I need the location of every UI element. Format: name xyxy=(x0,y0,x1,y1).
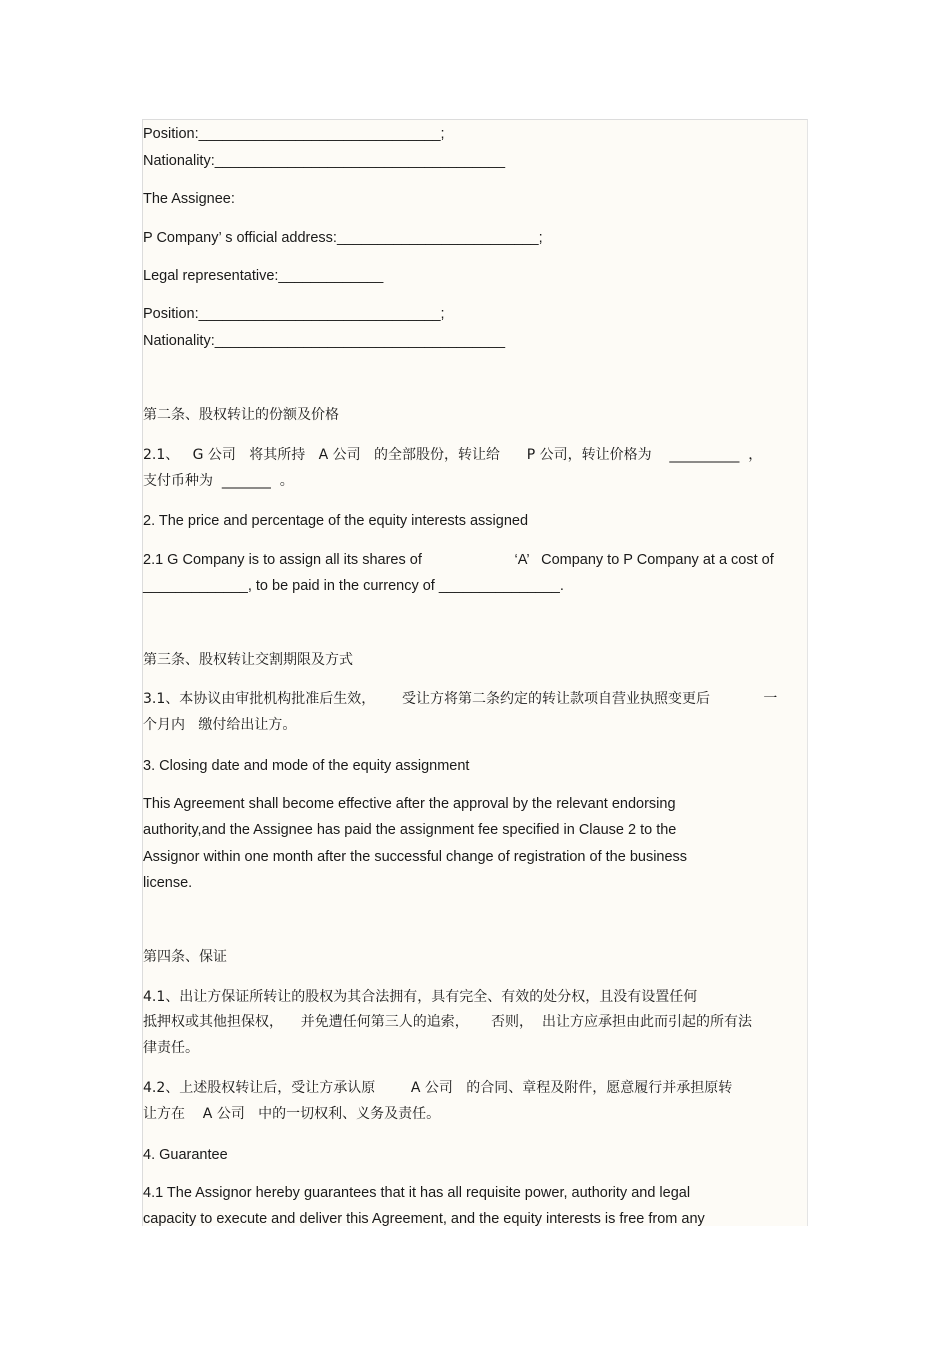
clause-4-1-cn-line: 4.1、出让方保证所转让的股权为其合法拥有，具有完全、有效的处分权，且没有设置任何 xyxy=(143,989,698,1005)
article-3-en-line: This Agreement shall become effective after the approval by the relevant endorsing xyxy=(143,796,676,812)
clause-2-1-en-line: _____________, to be paid in the currency of _______________. xyxy=(143,578,564,594)
article-3-title-cn: 第三条、股权转让交割期限及方式 xyxy=(143,652,353,668)
document-page xyxy=(142,119,808,1226)
clause-4-2-cn-line: 4.2、上述股权转让后，受让方承认原 A 公司 的合同、章程及附件，愿意履行并承担原转 xyxy=(143,1080,733,1096)
company-address-line: P Company’ s official address:_________________________; xyxy=(143,230,543,246)
article-3-en-line: license. xyxy=(143,875,193,891)
clause-3-1-cn-line: 个月内 缴付给出让方。 xyxy=(143,717,297,733)
article-2-title-en: 2. The price and percentage of the equity interests assigned xyxy=(143,513,529,529)
legal-representative-line: Legal representative:_____________ xyxy=(143,268,384,284)
article-3-en-line: authority,and the Assignee has paid the assignment fee specified in Clause 2 to the xyxy=(143,822,677,838)
position-line: Position:______________________________; xyxy=(143,126,445,142)
article-4-title-en: 4. Guarantee xyxy=(143,1147,228,1163)
clause-4-1-en-line: 4.1 The Assignor hereby guarantees that it has all requisite power, authority and legal xyxy=(143,1185,691,1201)
clause-2-1-cn-line: 支付币种为 _______ 。 xyxy=(143,473,294,489)
clause-4-2-cn-line: 让方在 A 公司 中的一切权利、义务及责任。 xyxy=(143,1106,441,1122)
article-2-title-cn: 第二条、股权转让的份额及价格 xyxy=(143,407,339,423)
article-4-title-cn: 第四条、保证 xyxy=(143,949,227,965)
clause-3-1-cn-line: 3.1、本协议由审批机构批准后生效， 受让方将第二条约定的转让款项自营业执照变更后 一 xyxy=(143,691,778,707)
nationality-line: Nationality:____________________________________ xyxy=(143,153,506,169)
article-3-title-en: 3. Closing date and mode of the equity assignment xyxy=(143,758,470,774)
clause-2-1-en-line: 2.1 G Company is to assign all its shares of ‘A’ Company to P Company at a cost of xyxy=(143,552,774,568)
article-3-en-line: Assignor within one month after the successful change of registration of the business xyxy=(143,849,688,865)
clause-4-1-cn-line: 律责任。 xyxy=(143,1040,199,1056)
clause-2-1-cn-line: 2.1、 G 公司 将其所持 A 公司 的全部股份，转让给 P 公司，转让价格为 __________ ， xyxy=(143,447,763,463)
clause-4-1-cn-line: 抵押权或其他担保权， 并免遭任何第三人的追索， 否则， 出让方应承担由此而引起的所有法 xyxy=(143,1014,752,1030)
position-line: Position:______________________________; xyxy=(143,306,445,322)
assignee-heading: The Assignee: xyxy=(143,191,235,207)
nationality-line: Nationality:____________________________________ xyxy=(143,333,506,349)
clause-4-1-en-line: capacity to execute and deliver this Agreement, and the equity interests is free from any xyxy=(143,1211,705,1227)
